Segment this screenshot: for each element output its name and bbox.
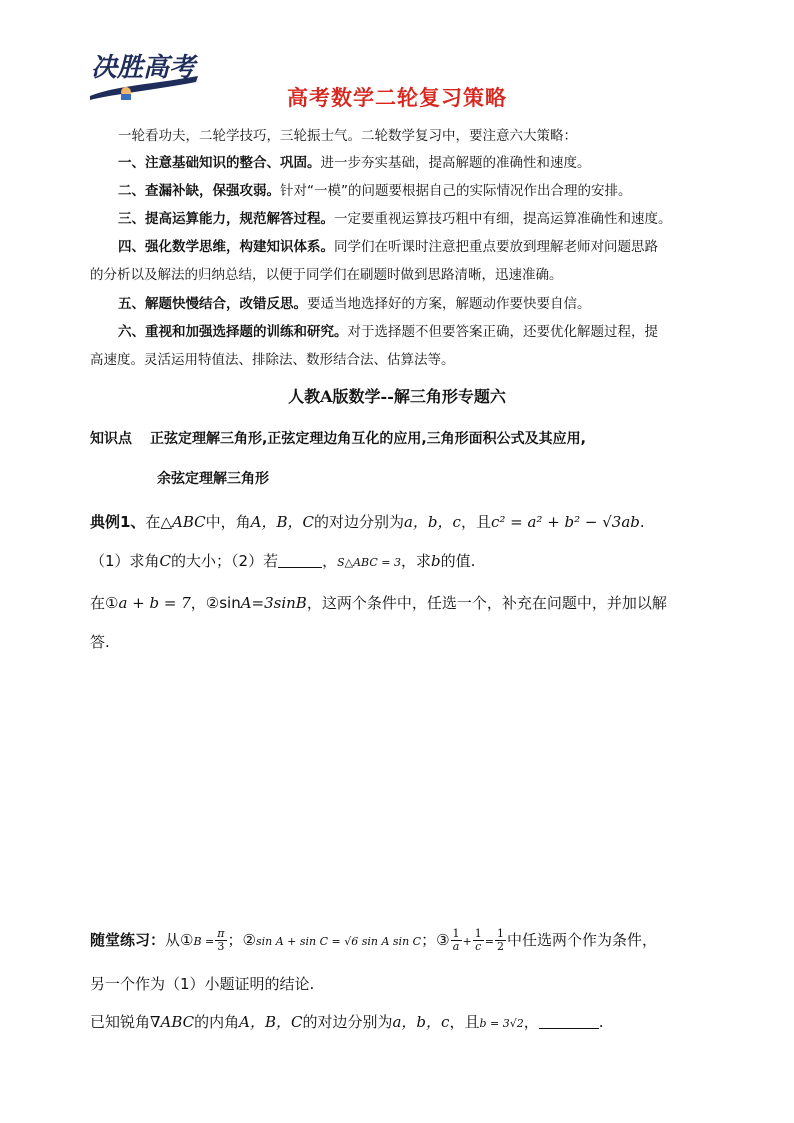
strategy-1: 一、注意基础知识的整合、巩固。进一步夯实基础，提高解题的准确性和速度。 — [118, 155, 591, 171]
example-equation: c² = a² + b² − √3ab — [490, 513, 640, 531]
knowledge-points-cont: 余弦定理解三角形 — [157, 471, 269, 487]
answer-blank — [278, 567, 322, 568]
section-title: 人教A版数学--解三角形专题六 — [288, 387, 506, 406]
practice-line-3: 已知锐角∇ABC的内角A，B，C的对边分别为a，b，c，且b = 3√2， . — [90, 1013, 604, 1031]
strategy-2: 二、查漏补缺，保强攻弱。针对“一模”的问题要根据自己的实际情况作出合理的安排。 — [118, 183, 632, 199]
answer-blank — [539, 1028, 599, 1029]
example-1-conditions: 在①a + b = 7，②sinA=3sinB，这两个条件中，任选一个，补充在问题中，并加以解 — [90, 594, 667, 612]
strategy-intro: 一轮看功夫，二轮学技巧，三轮振士气。二轮数学复习中，要注意六大策略： — [118, 128, 577, 144]
example-1-conditions-cont: 答. — [90, 633, 110, 651]
page-title: 高考数学二轮复习策略 — [287, 86, 507, 110]
strategy-5: 五、解题快慢结合，改错反思。要适当地选择好的方案，解题动作要快要自信。 — [118, 296, 591, 312]
strategy-3: 三、提高运算能力，规范解答过程。一定要重视运算技巧粗中有细，提高运算准确性和速度。 — [118, 211, 672, 227]
strategy-6-cont: 高速度。灵活运用特值法、排除法、数形结合法、估算法等。 — [90, 352, 455, 368]
knowledge-points: 知识点 正弦定理解三角形,正弦定理边角互化的应用,三角形面积公式及其应用, — [90, 431, 586, 447]
logo-text: 决胜高考 — [90, 53, 196, 83]
strategy-6: 六、重视和加强选择题的训练和研究。对于选择题不但要答案正确，还要优化解题过程，提 — [118, 324, 658, 340]
strategy-4: 四、强化数学思维，构建知识体系。同学们在听课时注意把重点要放到理解老师对问题思路 — [118, 239, 658, 255]
practice-statement: 随堂练习：从①B = $\frac{\pi}{3}$ ；②sin A + sin C = √6 sin A sin C；③ $\frac{1}{a}$ + $\frac{1}{c}$ = $\frac{1}{2}$ 中任选两个作为条件， — [90, 927, 657, 953]
strategy-4-cont: 的分析以及解法的归纳总结，以便于同学们在刷题时做到思路清晰，迅速准确。 — [90, 267, 563, 283]
example-1-questions: （1）求角C的大小；（2）若 ，S△ABC = 3，求b的值. — [90, 552, 476, 570]
example-1-statement: 典例1、在△ABC中，角A，B，C的对边分别为a，b，c，且c² = a² + b² − √3ab. — [90, 513, 645, 531]
practice-line-2: 另一个作为（1）小题证明的结论. — [90, 975, 315, 993]
